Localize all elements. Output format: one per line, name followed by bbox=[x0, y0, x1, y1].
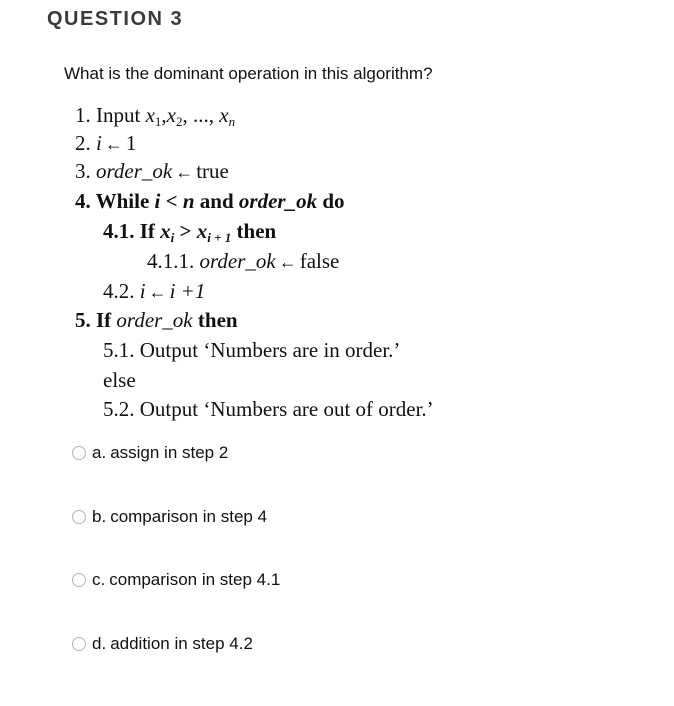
algo-line-else: else bbox=[103, 368, 136, 392]
question-prompt: What is the dominant operation in this algorithm? bbox=[64, 64, 433, 83]
algo-line-4-2: 4.2. i ← i +1 bbox=[103, 279, 206, 303]
algo-line-4: 4. While i < n and order_ok do bbox=[75, 189, 345, 213]
algo-line-1: 1. Input $x_1,x_2$, ..., $x_n$ bbox=[75, 103, 236, 129]
algo-line-4-1-1: 4.1.1. order_ok ← false bbox=[147, 249, 340, 273]
option-letter: d. bbox=[92, 634, 107, 653]
radio-button-a[interactable] bbox=[72, 446, 86, 460]
option-letter: c. bbox=[92, 570, 106, 589]
option-text: comparison in step 4.1 bbox=[109, 570, 281, 589]
option-letter: b. bbox=[92, 507, 107, 526]
option-letter: a. bbox=[92, 443, 107, 462]
option-text: comparison in step 4 bbox=[110, 507, 268, 526]
answer-option-d[interactable] bbox=[72, 633, 253, 655]
algo-line-2: 2. i ← 1 bbox=[75, 131, 137, 155]
answer-option-c[interactable] bbox=[72, 569, 280, 591]
algo-line-3: 3. order_ok ← true bbox=[75, 159, 229, 183]
answer-option-b[interactable] bbox=[72, 506, 267, 528]
radio-button-b[interactable] bbox=[72, 510, 86, 524]
algo-line-5-1: 5.1. Output ‘Numbers are in order.’ bbox=[103, 338, 401, 362]
algo-line-5-2: 5.2. Output ‘Numbers are out of order.’ bbox=[103, 397, 434, 421]
option-text: assign in step 2 bbox=[110, 443, 229, 462]
radio-button-c[interactable] bbox=[72, 573, 86, 587]
radio-button-d[interactable] bbox=[72, 637, 86, 651]
option-text: addition in step 4.2 bbox=[110, 634, 253, 653]
algo-line-5: 5. If order_ok then bbox=[75, 308, 238, 332]
algo-line-4-1: 4.1. If $x_i > x_{i + 1}$ then bbox=[103, 219, 277, 245]
question-title: QUESTION 3 bbox=[47, 8, 184, 30]
answer-option-a[interactable] bbox=[72, 442, 228, 464]
